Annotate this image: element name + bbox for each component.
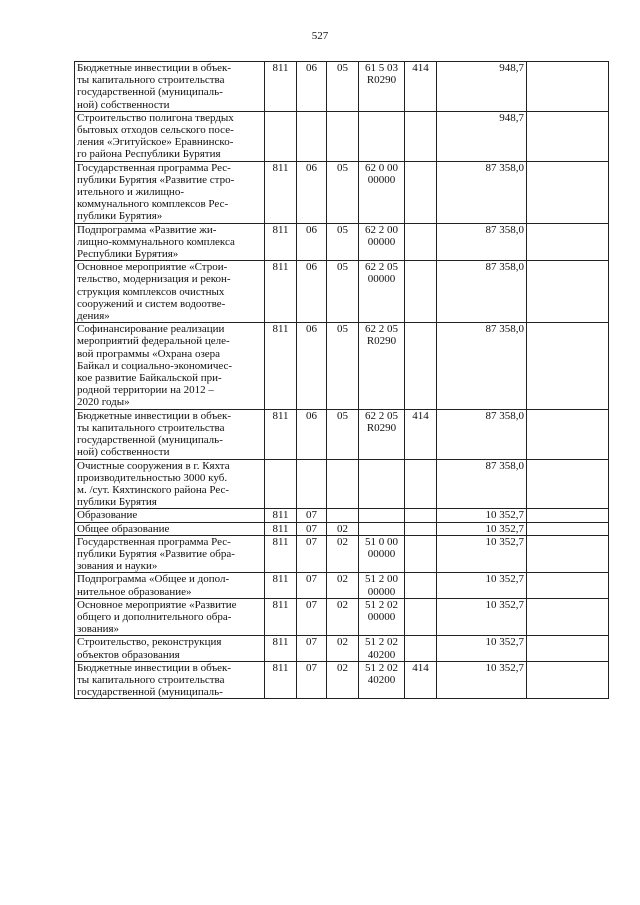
target-code-line: R0290	[366, 74, 397, 87]
section-code-cell: 07	[297, 636, 327, 661]
item-name-line: Бюджетные инвестиции в объек-	[77, 409, 232, 422]
empty-cell	[527, 573, 609, 598]
item-name-line: Бюджетные инвестиции в объек-	[77, 661, 232, 674]
expense-type-cell	[405, 111, 437, 161]
subsection-code-cell: 02	[327, 535, 359, 573]
amount-cell: 10 352,7	[437, 573, 527, 598]
target-code-line: 62 2 05	[365, 323, 398, 336]
item-name-line: дения»	[77, 310, 110, 323]
item-name-line: Очистные сооружения в г. Кяхта	[77, 459, 230, 472]
target-code-cell	[359, 223, 405, 261]
item-name-cell	[75, 62, 265, 112]
empty-cell	[527, 636, 609, 661]
section-code-cell: 06	[297, 223, 327, 261]
item-name-line: государственной (муниципаль-	[77, 86, 223, 99]
admin-code-cell: 811	[265, 535, 297, 573]
subsection-code-cell: 02	[327, 573, 359, 598]
item-name-line: Подпрограмма «Развитие жи-	[77, 223, 217, 236]
target-code-cell	[359, 522, 405, 535]
empty-cell	[527, 323, 609, 409]
item-name-line: тельство, модернизация и рекон-	[77, 273, 231, 286]
amount-cell: 948,7	[437, 62, 527, 112]
amount-cell: 87 358,0	[437, 323, 527, 409]
item-name-line: ты капитального строительства	[77, 421, 225, 434]
item-name-cell	[75, 261, 265, 323]
table-row	[75, 323, 609, 409]
subsection-code-cell: 02	[327, 661, 359, 699]
expense-type-cell: 414	[405, 409, 437, 459]
admin-code-cell: 811	[265, 62, 297, 112]
item-name-cell	[75, 323, 265, 409]
item-name-line: родной территории на 2012 –	[77, 384, 214, 397]
subsection-code-cell: 05	[327, 261, 359, 323]
item-name-line: объектов образования	[77, 648, 180, 661]
amount-cell: 87 358,0	[437, 459, 527, 509]
item-name-cell	[75, 459, 265, 509]
table-row	[75, 261, 609, 323]
budget-table	[74, 61, 609, 699]
target-code-line: 00000	[367, 273, 396, 286]
subsection-code-cell	[327, 459, 359, 509]
section-code-cell: 06	[297, 323, 327, 409]
item-name-line: публики Бурятия»	[77, 210, 163, 223]
item-name-line: ты капитального строительства	[77, 74, 225, 87]
target-code-line: 00000	[367, 547, 396, 560]
admin-code-cell: 811	[265, 573, 297, 598]
item-name-cell	[75, 522, 265, 535]
item-name-line: вой программы «Охрана озера	[77, 347, 221, 360]
item-name-line: Республики Бурятия»	[77, 248, 179, 261]
item-name-cell	[75, 661, 265, 699]
amount-cell: 10 352,7	[437, 661, 527, 699]
item-name-line: 2020 годы»	[77, 396, 130, 409]
target-code-line: 61 5 03	[365, 62, 398, 74]
item-name-cell	[75, 636, 265, 661]
section-code-cell: 07	[297, 535, 327, 573]
target-code-line: 62 0 00	[365, 161, 398, 174]
section-code-cell	[297, 111, 327, 161]
empty-cell	[527, 62, 609, 112]
table-row	[75, 573, 609, 598]
empty-cell	[527, 535, 609, 573]
item-name-line: Основное мероприятие «Развитие	[77, 598, 237, 611]
item-name-line: нительное образование»	[77, 585, 192, 598]
target-code-line: 51 2 00	[365, 573, 398, 586]
amount-cell: 948,7	[437, 111, 527, 161]
section-code-cell: 07	[297, 598, 327, 636]
target-code-line: 51 2 02	[365, 636, 398, 649]
amount-cell: 10 352,7	[437, 522, 527, 535]
empty-cell	[527, 522, 609, 535]
item-name-line: кое развитие Байкальской при-	[77, 372, 222, 385]
amount-cell: 87 358,0	[437, 223, 527, 261]
target-code-cell	[359, 409, 405, 459]
item-name-line: государственной (муниципаль-	[77, 686, 223, 699]
item-name-cell	[75, 509, 265, 522]
subsection-code-cell: 05	[327, 161, 359, 223]
item-name-line: ной) собственности	[77, 446, 170, 459]
empty-cell	[527, 223, 609, 261]
item-name-line: м. /сут. Кяхтинского района Рес-	[77, 483, 230, 496]
target-code-cell	[359, 261, 405, 323]
admin-code-cell: 811	[265, 409, 297, 459]
expense-type-cell	[405, 598, 437, 636]
section-code-cell: 06	[297, 409, 327, 459]
empty-cell	[527, 111, 609, 161]
item-name-line: Байкал и социально-экономичес-	[77, 359, 233, 372]
item-name-cell	[75, 598, 265, 636]
table-row	[75, 535, 609, 573]
target-code-cell	[359, 509, 405, 522]
subsection-code-cell: 05	[327, 409, 359, 459]
target-code-cell	[359, 62, 405, 112]
item-name-line: бытовых отходов сельского посе-	[77, 124, 234, 137]
item-name-line: публики Бурятия	[77, 496, 157, 509]
table-row	[75, 111, 609, 161]
target-code-cell	[359, 459, 405, 509]
section-code-cell: 06	[297, 62, 327, 112]
target-code-cell	[359, 636, 405, 661]
table-row	[75, 409, 609, 459]
admin-code-cell	[265, 111, 297, 161]
target-code-line: 62 2 00	[365, 223, 398, 236]
item-name-cell	[75, 409, 265, 459]
table-row	[75, 161, 609, 223]
target-code-line: R0290	[366, 335, 397, 348]
target-code-line: 40200	[367, 673, 396, 686]
item-name-line: коммунального комплексов Рес-	[77, 198, 229, 211]
admin-code-cell: 811	[265, 323, 297, 409]
target-code-cell	[359, 323, 405, 409]
amount-cell: 87 358,0	[437, 161, 527, 223]
item-name-line: зования»	[77, 623, 120, 636]
empty-cell	[527, 598, 609, 636]
empty-cell	[527, 409, 609, 459]
admin-code-cell	[265, 459, 297, 509]
item-name-cell	[75, 223, 265, 261]
table-row	[75, 459, 609, 509]
item-name-line: мероприятий федеральной целе-	[77, 335, 230, 348]
item-name-line: сооружений и систем водоотве-	[77, 297, 226, 310]
item-name-line: го района Республики Бурятия	[77, 148, 221, 161]
admin-code-cell: 811	[265, 661, 297, 699]
subsection-code-cell: 05	[327, 223, 359, 261]
empty-cell	[527, 161, 609, 223]
subsection-code-cell: 02	[327, 636, 359, 661]
item-name-line: Бюджетные инвестиции в объек-	[77, 62, 232, 74]
subsection-code-cell	[327, 111, 359, 161]
item-name-cell	[75, 573, 265, 598]
target-code-line: R0290	[366, 421, 397, 434]
item-name-line: ты капитального строительства	[77, 673, 225, 686]
target-code-line: 00000	[367, 235, 396, 248]
item-name-line: Софинансирование реализации	[77, 323, 225, 336]
target-code-line: 51 2 02	[365, 598, 398, 611]
item-name-line: Общее образование	[77, 522, 170, 535]
item-name-line: струкция комплексов очистных	[77, 285, 225, 298]
section-code-cell: 07	[297, 661, 327, 699]
empty-cell	[527, 661, 609, 699]
expense-type-cell: 414	[405, 62, 437, 112]
amount-cell: 87 358,0	[437, 409, 527, 459]
expense-type-cell	[405, 636, 437, 661]
target-code-cell	[359, 535, 405, 573]
admin-code-cell: 811	[265, 261, 297, 323]
target-code-line: 62 2 05	[365, 409, 398, 422]
subsection-code-cell: 02	[327, 598, 359, 636]
amount-cell: 10 352,7	[437, 636, 527, 661]
target-code-cell	[359, 573, 405, 598]
target-code-line: 00000	[367, 585, 396, 598]
table-row	[75, 636, 609, 661]
page-number: 527	[311, 30, 329, 42]
target-code-cell	[359, 661, 405, 699]
item-name-line: Государственная программа Рес-	[77, 161, 231, 174]
subsection-code-cell	[327, 509, 359, 522]
section-code-cell: 06	[297, 161, 327, 223]
section-code-cell: 06	[297, 261, 327, 323]
item-name-line: ной) собственности	[77, 98, 170, 111]
target-code-line: 40200	[367, 648, 396, 661]
admin-code-cell: 811	[265, 161, 297, 223]
section-code-cell: 07	[297, 522, 327, 535]
subsection-code-cell: 02	[327, 522, 359, 535]
target-code-cell	[359, 161, 405, 223]
target-code-line: 00000	[367, 610, 396, 623]
item-name-line: общего и дополнительного обра-	[77, 610, 232, 623]
item-name-line: публики Бурятия «Развитие обра-	[77, 547, 235, 560]
item-name-line: Строительство, реконструкция	[77, 636, 222, 649]
amount-cell: 10 352,7	[437, 509, 527, 522]
item-name-cell	[75, 535, 265, 573]
expense-type-cell: 414	[405, 661, 437, 699]
item-name-line: Строительство полигона твердых	[77, 111, 234, 124]
target-code-cell	[359, 598, 405, 636]
subsection-code-cell: 05	[327, 62, 359, 112]
expense-type-cell	[405, 161, 437, 223]
target-code-line: 62 2 05	[365, 261, 398, 274]
admin-code-cell: 811	[265, 636, 297, 661]
table-row	[75, 522, 609, 535]
target-code-line: 51 0 00	[365, 535, 398, 548]
expense-type-cell	[405, 573, 437, 598]
section-code-cell	[297, 459, 327, 509]
empty-cell	[527, 261, 609, 323]
item-name-line: Государственная программа Рес-	[77, 535, 231, 548]
item-name-line: ительного и жилищно-	[77, 186, 184, 199]
expense-type-cell	[405, 509, 437, 522]
admin-code-cell: 811	[265, 223, 297, 261]
item-name-line: государственной (муниципаль-	[77, 434, 223, 447]
item-name-line: публики Бурятия «Развитие стро-	[77, 173, 235, 186]
expense-type-cell	[405, 522, 437, 535]
amount-cell: 10 352,7	[437, 598, 527, 636]
table-row	[75, 223, 609, 261]
budget-table-body	[75, 62, 609, 699]
section-code-cell: 07	[297, 573, 327, 598]
empty-cell	[527, 509, 609, 522]
table-row	[75, 598, 609, 636]
target-code-line: 00000	[367, 173, 396, 186]
item-name-line: лищно-коммунального комплекса	[77, 235, 235, 248]
target-code-cell	[359, 111, 405, 161]
admin-code-cell: 811	[265, 522, 297, 535]
expense-type-cell	[405, 223, 437, 261]
expense-type-cell	[405, 261, 437, 323]
expense-type-cell	[405, 459, 437, 509]
table-row	[75, 661, 609, 699]
item-name-line: Образование	[77, 509, 138, 522]
section-code-cell: 07	[297, 509, 327, 522]
admin-code-cell: 811	[265, 509, 297, 522]
table-row	[75, 509, 609, 522]
expense-type-cell	[405, 323, 437, 409]
item-name-line: Основное мероприятие «Строи-	[77, 261, 228, 274]
admin-code-cell: 811	[265, 598, 297, 636]
table-row	[75, 62, 609, 112]
empty-cell	[527, 459, 609, 509]
amount-cell: 87 358,0	[437, 261, 527, 323]
item-name-line: Подпрограмма «Общее и допол-	[77, 573, 230, 586]
target-code-line: 51 2 02	[365, 661, 398, 674]
item-name-cell	[75, 161, 265, 223]
expense-type-cell	[405, 535, 437, 573]
item-name-line: зования и науки»	[77, 560, 158, 573]
amount-cell: 10 352,7	[437, 535, 527, 573]
item-name-line: производительностью 3000 куб.	[77, 471, 228, 484]
item-name-line: ления «Эгитуйское» Еравнинско-	[77, 136, 234, 149]
subsection-code-cell: 05	[327, 323, 359, 409]
item-name-cell	[75, 111, 265, 161]
